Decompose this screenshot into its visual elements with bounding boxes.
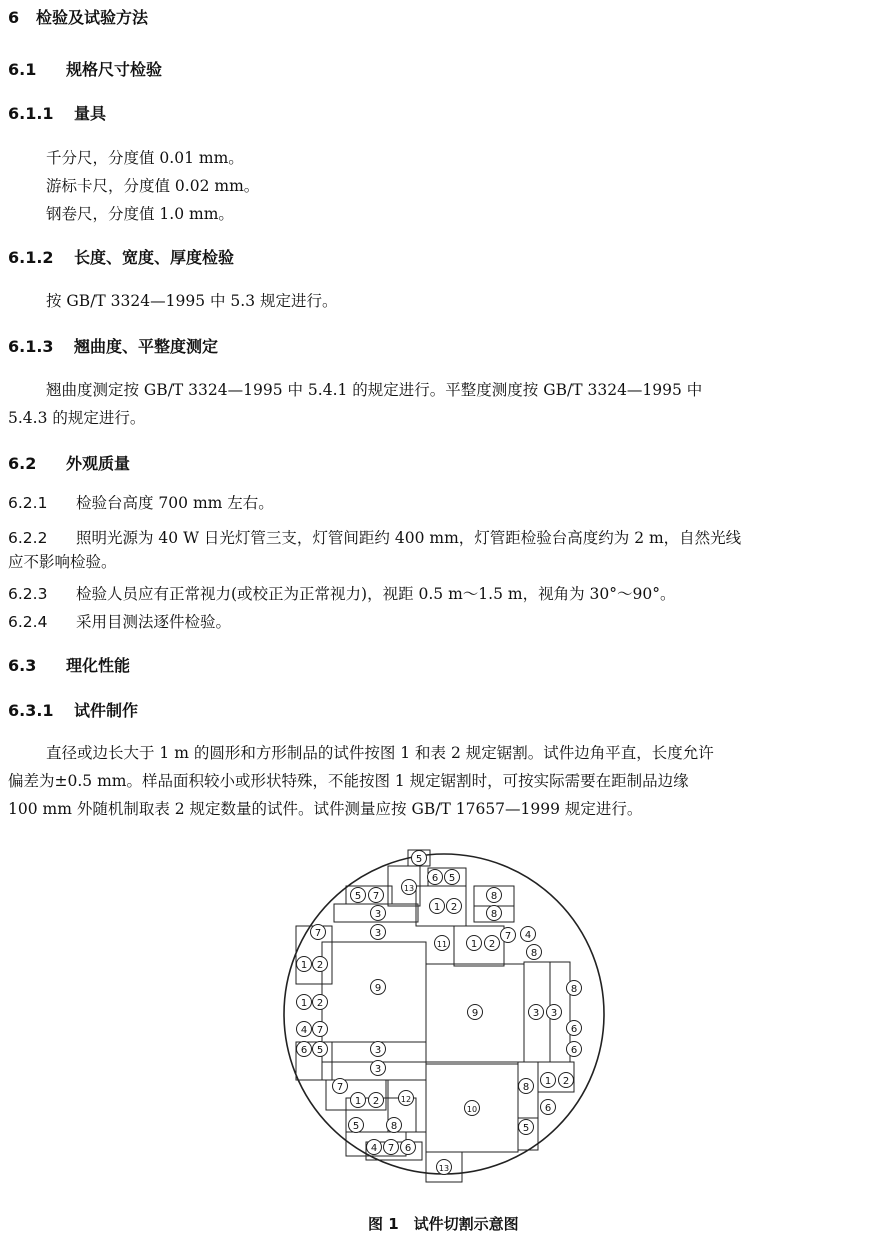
paragraph-line: 按 GB/T 3324—1995 中 5.3 规定进行。 (46, 292, 338, 310)
item-number: 6.2.3 (8, 585, 48, 603)
specimen-number: 5 (415, 854, 423, 865)
specimen-number: 4 (300, 1025, 308, 1036)
specimen-number: 2 (450, 902, 458, 913)
specimen-number: 12 (400, 1095, 412, 1104)
section-6-1-2-heading (8, 248, 234, 268)
specimen-number: 6 (431, 873, 439, 884)
paragraph-line: 钢卷尺，分度值 1.0 mm。 (46, 205, 234, 223)
specimen-number: 1 (300, 960, 308, 971)
specimen-number: 9 (374, 983, 382, 994)
section-6-1-heading (8, 60, 162, 80)
section-title: 检验及试验方法 (36, 8, 149, 27)
specimen-number: 8 (490, 891, 498, 902)
specimen-number: 7 (316, 1025, 324, 1036)
specimen-number: 3 (374, 1064, 382, 1075)
section-title: 理化性能 (66, 656, 131, 675)
list-item (8, 584, 675, 604)
specimen-number: 4 (524, 930, 532, 941)
paragraph-line: 千分尺，分度值 0.01 mm。 (46, 149, 244, 167)
list-item (8, 493, 274, 513)
specimen-number: 9 (471, 1008, 479, 1019)
specimen-number: 4 (370, 1143, 378, 1154)
section-title: 量具 (74, 104, 107, 123)
specimen-number: 6 (404, 1143, 412, 1154)
specimen-number: 2 (372, 1096, 380, 1107)
section-number: 6 (8, 8, 20, 27)
list-item (8, 528, 741, 548)
item-text: 采用目测法逐件检验。 (76, 613, 232, 631)
specimen-number: 3 (374, 1045, 382, 1056)
specimen-number: 3 (374, 909, 382, 920)
specimen-number: 2 (316, 960, 324, 971)
section-6-heading (8, 8, 148, 28)
specimen-number: 7 (314, 928, 322, 939)
section-6-2-heading (8, 454, 130, 474)
specimen-number: 5 (352, 1121, 360, 1132)
specimen-number: 6 (300, 1045, 308, 1056)
item-text: 照明光源为 40 W 日光灯管三支，灯管间距约 400 mm，灯管距检验台高度约为 2 m，自然光线 (76, 529, 742, 547)
specimen-number: 7 (387, 1143, 395, 1154)
paragraph-line: 100 mm 外随机制取表 2 规定数量的试件。试件测量应按 GB/T 17657—1999 规定进行。 (8, 800, 643, 818)
item-number: 6.2.2 (8, 529, 48, 547)
specimen-number: 6 (570, 1045, 578, 1056)
section-number: 6.2 (8, 454, 37, 473)
specimen-number: 7 (372, 891, 380, 902)
paragraph-line: 直径或边长大于 1 m 的圆形和方形制品的试件按图 1 和表 2 规定锯割。试件边角平直，长度允许 (46, 744, 714, 762)
specimen-number: 1 (433, 902, 441, 913)
specimen-number: 5 (354, 891, 362, 902)
section-6-1-1-heading (8, 104, 106, 124)
paragraph-line: 游标卡尺，分度值 0.02 mm。 (46, 177, 260, 195)
specimen-number: 13 (438, 1164, 450, 1173)
paragraph-line: 5.4.3 的规定进行。 (8, 409, 146, 427)
section-6-1-3-heading (8, 337, 218, 357)
figure-caption: 图 1 试件切割示意图 (368, 1215, 519, 1233)
section-number: 6.1 (8, 60, 37, 79)
item-continuation: 应不影响检验。 (8, 553, 117, 571)
specimen-number: 2 (562, 1076, 570, 1087)
specimen-number: 6 (570, 1024, 578, 1035)
section-6-3-1-heading (8, 701, 138, 721)
specimen-number: 3 (532, 1008, 540, 1019)
specimen-number: 6 (544, 1103, 552, 1114)
section-number: 6.1.2 (8, 248, 54, 267)
paragraph-line: 翘曲度测定按 GB/T 3324—1995 中 5.4.1 的规定进行。平整度测度按 GB/T 3324—1995 中 (46, 381, 703, 399)
specimen-number: 5 (522, 1123, 530, 1134)
specimen-number: 8 (522, 1082, 530, 1093)
section-title: 规格尺寸检验 (66, 60, 163, 79)
item-text: 检验人员应有正常视力(或校正为正常视力)，视距 0.5 m～1.5 m，视角为 30°～90°。 (76, 585, 676, 603)
section-number: 6.1.3 (8, 337, 54, 356)
section-title: 外观质量 (66, 454, 131, 473)
section-number: 6.3.1 (8, 701, 54, 720)
specimen-number: 8 (530, 948, 538, 959)
specimen-number: 8 (390, 1121, 398, 1132)
item-number: 6.2.4 (8, 613, 48, 631)
specimen-labels (297, 851, 582, 1175)
specimen-number: 13 (403, 884, 415, 893)
paragraph-line: 偏差为±0.5 mm。样品面积较小或形状特殊，不能按图 1 规定锯割时，可按实际需要在距制品边缘 (8, 772, 689, 790)
specimen-number: 8 (490, 909, 498, 920)
specimen-number: 1 (470, 939, 478, 950)
list-item (8, 612, 231, 632)
section-title: 试件制作 (74, 701, 139, 720)
section-title: 翘曲度、平整度测定 (74, 337, 219, 356)
section-title: 长度、宽度、厚度检验 (74, 248, 235, 267)
specimen-number: 5 (448, 873, 456, 884)
item-number: 6.2.1 (8, 494, 48, 512)
specimen-number: 8 (570, 984, 578, 995)
specimen-number: 2 (316, 998, 324, 1009)
section-6-3-heading (8, 656, 130, 676)
specimen-number: 1 (354, 1096, 362, 1107)
specimen-number: 11 (436, 940, 448, 949)
cutting-diagram (276, 842, 606, 1192)
specimen-number: 7 (336, 1082, 344, 1093)
item-text: 检验台高度 700 mm 左右。 (76, 494, 274, 512)
specimen-number: 1 (300, 998, 308, 1009)
section-number: 6.1.1 (8, 104, 54, 123)
specimen-number: 3 (374, 928, 382, 939)
specimen-number: 5 (316, 1045, 324, 1056)
specimen-number: 10 (466, 1105, 478, 1114)
specimen-number: 7 (504, 931, 512, 942)
section-number: 6.3 (8, 656, 37, 675)
specimen-number: 1 (544, 1076, 552, 1087)
specimen-number: 3 (550, 1008, 558, 1019)
specimen-number: 2 (488, 939, 496, 950)
